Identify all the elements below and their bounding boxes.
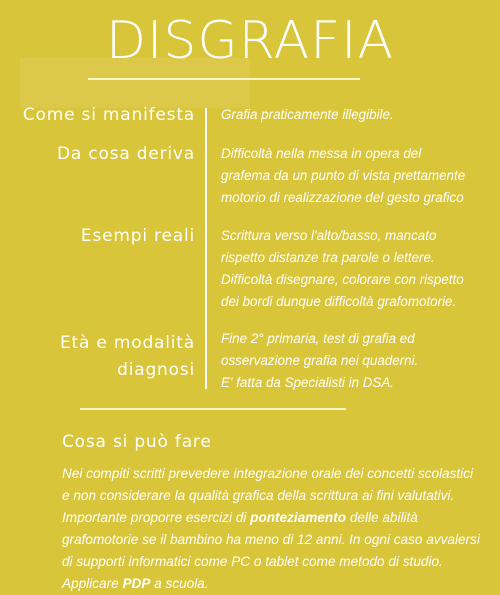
label-line: diagnosi [117,360,195,380]
label-line: Come si manifesta [22,105,195,125]
body-text-emphasis: PDP [122,576,151,591]
body-text-emphasis: ponteziamento [250,510,347,525]
vertical-divider [205,108,207,389]
desc-line: rispetto distanze tra parole o lettere. [221,250,435,265]
desc-line: osservazione grafia nei quaderni. [221,353,419,368]
label-line: Età e modalità [60,333,195,353]
desc-line: dei bordi dunque difficoltà grafomotorie. [221,294,457,309]
body-text-part: a scuola. [150,576,209,591]
desc-line: Difficoltà nella messa in opera del [221,146,422,161]
row-desc-age-diagnosis [221,328,496,394]
desc-line: E' fatta da Specialisti in DSA. [221,375,394,390]
row-label-origin [57,141,195,168]
desc-line: grafema da un punto di vista prettamente [221,168,466,183]
desc-line: motorio di realizzazione del gesto grafico [221,190,464,205]
desc-line: Grafia praticamente illegibile. [221,107,394,122]
section-divider [80,408,346,410]
desc-line: Scrittura verso l'alto/basso, mancato [221,228,437,243]
body-text-part: Nei compiti scritti prevedere integrazione orale dei concetti scolastici e non considerare la qualità grafica della scrittura ai fini valutativi. Importante proporre esercizi di [62,466,474,525]
desc-line: Fine 2° primaria, test di grafia ed [221,331,415,346]
row-desc-manifestation [221,104,496,126]
label-line: Esempi reali [80,226,195,246]
desc-line: Difficoltà disegnare, colorare con rispetto [221,272,464,287]
label-line: Da cosa deriva [57,144,195,164]
section-body [62,463,482,595]
row-label-manifestation [23,102,195,129]
body-text-part: delle abilità grafomotorie se il bambino ha meno di 12 anni. In ogni caso avvalersi di supporti informatici come PC o tablet come metodo di studio. Applicare [62,510,480,591]
row-label-age-diagnosis [60,330,195,384]
row-label-examples [81,223,195,250]
page-title: DISGRAFIA [105,11,395,71]
section-title: Cosa si può fare [62,432,212,452]
row-desc-origin [221,143,496,209]
title-divider [88,78,360,80]
row-desc-examples [221,225,496,313]
